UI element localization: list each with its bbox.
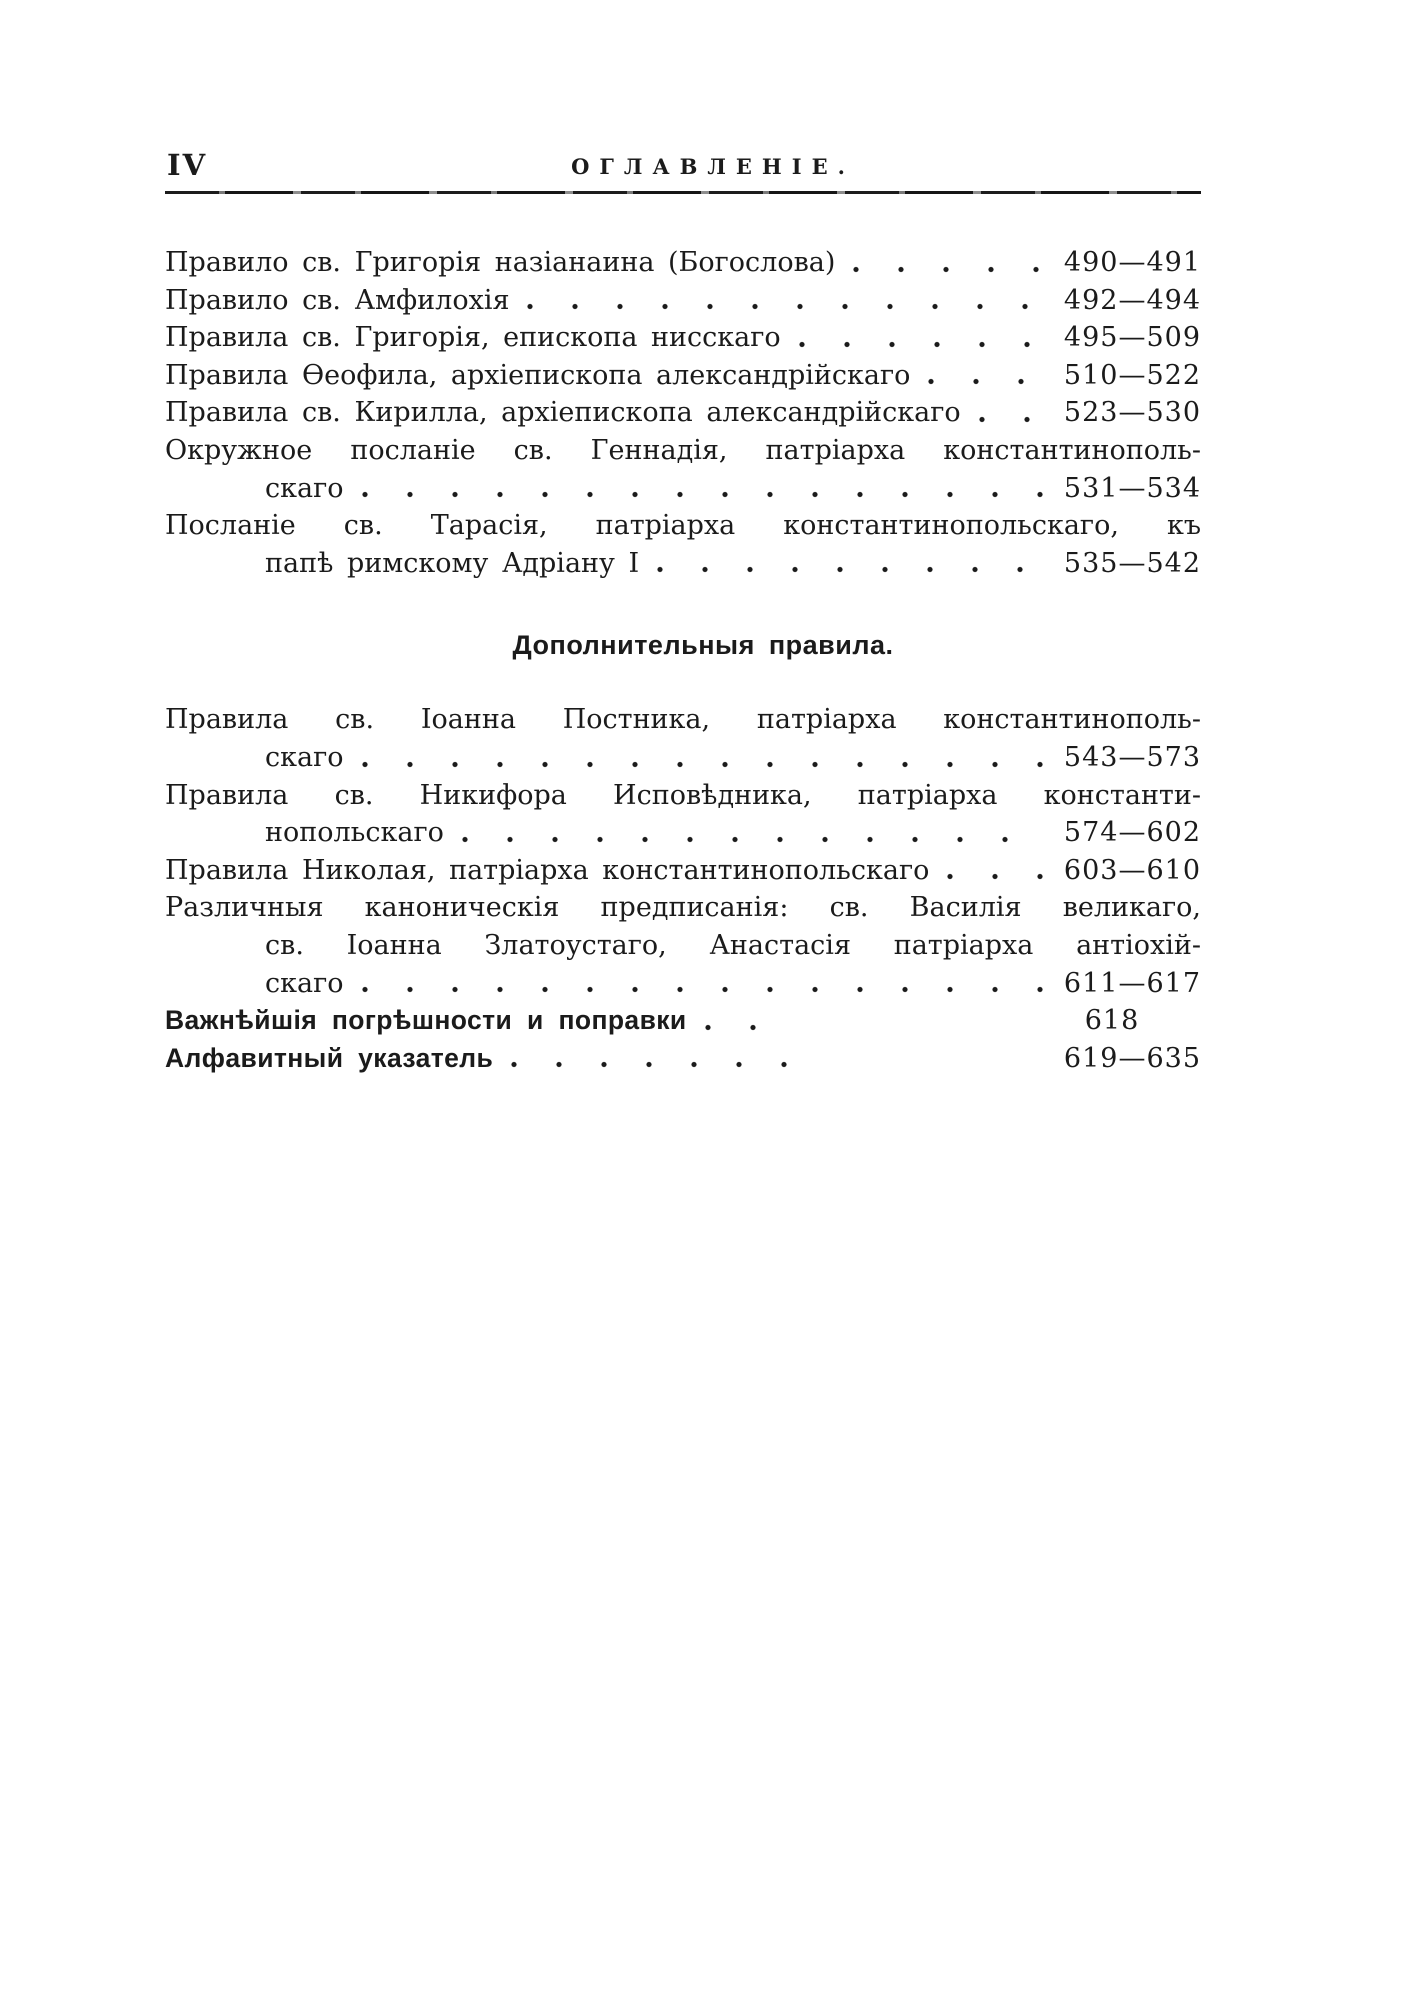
running-head bbox=[165, 146, 1201, 186]
toc-entry-text: Окружное посланіе св. Геннадія, патріарха константинополь- bbox=[165, 434, 1201, 466]
toc-entry-text: Правила св. Никифора Исповѣдника, патріарха константи- bbox=[165, 779, 1201, 811]
page-range: 531—534 bbox=[1063, 472, 1201, 504]
dot-leader bbox=[928, 378, 1045, 385]
toc-entry-text: Правила Николая, патріарха константинопольскаго bbox=[165, 854, 930, 886]
running-title: ОГЛАВЛЕНІЕ. bbox=[571, 154, 855, 179]
toc-entry-text: св. Іоанна Златоустаго, Анастасія патріарха антіохій- bbox=[265, 929, 1201, 961]
page-range: 492—494 bbox=[1063, 284, 1201, 316]
toc-entry-text: Посланіе св. Тарасія, патріарха константинопольскаго, къ bbox=[165, 510, 1201, 542]
toc-entry-text: Правила св. Іоанна Постника, патріарха константинополь- bbox=[165, 704, 1201, 736]
toc-section-1 bbox=[165, 244, 1201, 582]
toc-entry-text: Важнѣйшія погрѣшности и поправки bbox=[165, 1005, 687, 1036]
dot-leader bbox=[462, 836, 1045, 843]
toc-entry-text: Правило св. Григорія назіанаина (Богослова) bbox=[165, 247, 836, 278]
toc-line bbox=[165, 282, 1201, 320]
page-range: 611—617 bbox=[1063, 967, 1201, 999]
toc-line bbox=[165, 1002, 1201, 1040]
toc-section-2 bbox=[165, 701, 1201, 1077]
toc-entry-text: скаго bbox=[265, 472, 344, 504]
toc-line bbox=[165, 965, 1201, 1003]
dot-leader bbox=[705, 1024, 789, 1031]
toc-line bbox=[165, 814, 1201, 852]
toc-line bbox=[165, 470, 1201, 508]
toc-entry-text: Правило св. Амфилохія bbox=[165, 284, 510, 316]
dot-leader bbox=[657, 566, 1045, 573]
toc-line bbox=[165, 394, 1201, 432]
toc-line bbox=[165, 739, 1201, 777]
toc-entry-text: Различныя каноническія предписанія: св. Василія великаго, bbox=[165, 892, 1201, 924]
page-number: IV bbox=[167, 148, 208, 182]
page-content bbox=[165, 146, 1201, 1077]
dot-leader bbox=[947, 873, 1045, 880]
toc-line bbox=[165, 319, 1201, 357]
toc-entry-text: скаго bbox=[265, 967, 344, 999]
dot-leader bbox=[979, 416, 1045, 423]
page-range: 523—530 bbox=[1063, 397, 1201, 429]
page-range: 543—573 bbox=[1063, 741, 1201, 773]
page-range: 490—491 bbox=[1063, 247, 1201, 278]
section-heading: Дополнительныя правила. bbox=[512, 630, 894, 661]
toc-entry-text: папѣ римскому Адріану I bbox=[265, 547, 640, 579]
page-range: 574—602 bbox=[1063, 817, 1201, 849]
dot-leader bbox=[362, 986, 1046, 993]
header-rule bbox=[165, 191, 1201, 194]
toc-entry-text: нопольскаго bbox=[265, 817, 444, 849]
page-range: 618 bbox=[1084, 1005, 1140, 1037]
dot-leader bbox=[799, 341, 1045, 348]
toc-line bbox=[165, 1040, 1201, 1078]
toc-line bbox=[165, 244, 1201, 282]
toc-line bbox=[165, 507, 1201, 545]
toc-entry-text: Правила св. Кирилла, архіепископа александрійскаго bbox=[165, 397, 961, 429]
page-range: 510—522 bbox=[1063, 359, 1201, 391]
dot-leader bbox=[853, 266, 1045, 273]
toc-entry-text: Алфавитный указатель bbox=[165, 1042, 494, 1073]
toc-line bbox=[165, 357, 1201, 395]
toc-entry-text: Правила Ѳеофила, архіепископа александрійскаго bbox=[165, 359, 911, 391]
toc-line bbox=[165, 777, 1201, 815]
toc-line bbox=[165, 545, 1201, 583]
toc-line bbox=[165, 432, 1201, 470]
dot-leader bbox=[511, 1061, 811, 1068]
toc-line bbox=[165, 852, 1201, 890]
dot-leader bbox=[362, 491, 1046, 498]
page-range: 495—509 bbox=[1063, 322, 1201, 354]
toc-line bbox=[165, 927, 1201, 965]
toc-entry-text: скаго bbox=[265, 741, 344, 773]
dot-leader bbox=[527, 303, 1045, 310]
dot-leader bbox=[362, 761, 1046, 768]
toc-line bbox=[165, 889, 1201, 927]
toc-entry-text: Правила св. Григорія, епископа нисскаго bbox=[165, 322, 781, 354]
toc-line bbox=[165, 701, 1201, 739]
page-range: 619—635 bbox=[1063, 1042, 1201, 1074]
page-range: 535—542 bbox=[1063, 547, 1201, 579]
page-range: 603—610 bbox=[1063, 854, 1201, 886]
